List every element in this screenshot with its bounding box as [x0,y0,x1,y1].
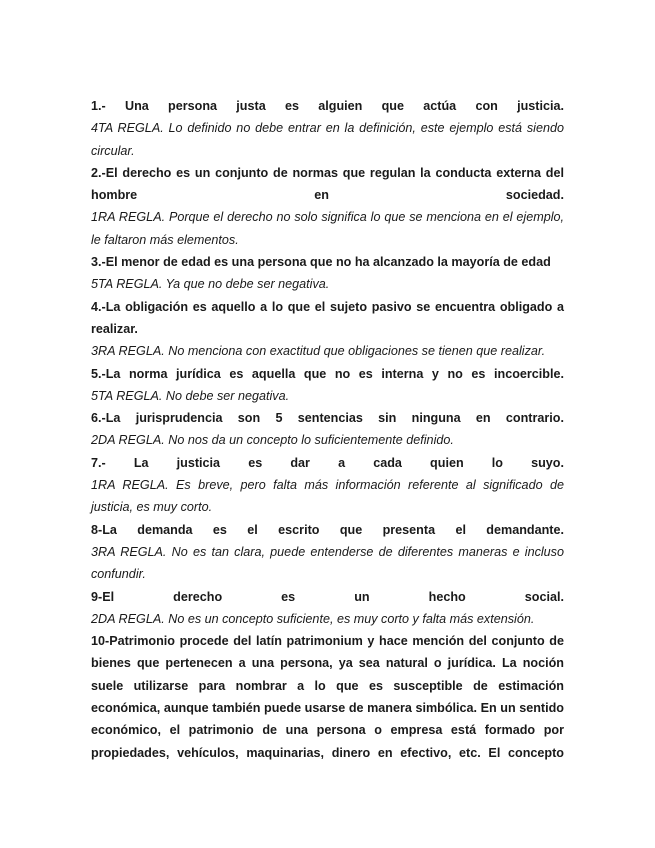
statement-4: 4.-La obligación es aquello a lo que el sujeto pasivo se encuentra obligado a realizar. [91,299,564,336]
rule-note-5: 5TA REGLA. No debe ser negativa. [91,388,290,403]
final-paragraph: 10-Patrimonio procede del latín patrimonium y hace mención del conjunto de bienes que pertenecen a una persona, ya sea natural o jurídica. La noción suele utilizarse para nombrar a lo que es susceptible de estimación económica, aunque también puede usarse de manera simbólica. En un sentido económico, el patrimonio de una persona o empresa está formado por propiedades, vehículos, maquinarias, dinero en efectivo, etc. El concepto [91,634,564,760]
rule-note-7: 1RA REGLA. Es breve, pero falta más información referente al significado de justicia, es muy corto. [91,478,564,515]
statement-7: 7.- La justicia es dar a cada quien lo suyo. [91,455,564,470]
rule-note-9: 2DA REGLA. No es un concepto suficiente, es muy corto y falta más extensión. [91,611,535,626]
statement-6: 6.-La jurisprudencia son 5 sentencias sin ninguna en contrario. [91,411,564,426]
statement-5: 5.-La norma jurídica es aquella que no es interna y no es incoercible. [91,366,564,381]
rule-note-8: 3RA REGLA. No es tan clara, puede entenderse de diferentes maneras e incluso confundir. [91,544,564,582]
rule-note-3: 5TA REGLA. Ya que no debe ser negativa. [91,277,330,292]
rule-note-1: 4TA REGLA. Lo definido no debe entrar en la definición, este ejemplo está siendo circular. [91,121,564,158]
statement-1: 1.- Una persona justa es alguien que actúa con justicia. [91,99,564,113]
document-page [91,95,564,764]
statement-3: 3.-El menor de edad es una persona que no ha alcanzado la mayoría de edad [91,255,551,270]
rule-note-4: 3RA REGLA. No menciona con exactitud que obligaciones se tienen que realizar. [91,344,546,359]
statement-2: 2.-El derecho es un conjunto de normas que regulan la conducta externa del hombre en sociedad. [91,165,564,203]
rule-note-2: 1RA REGLA. Porque el derecho no solo significa lo que se menciona en el ejemplo, le faltaron más elementos. [91,210,564,247]
rule-note-6: 2DA REGLA. No nos da un concepto lo suficientemente definido. [91,433,454,448]
statement-8: 8-La demanda es el escrito que presenta el demandante. [91,522,564,537]
statement-9: 9-El derecho es un hecho social. [91,589,564,604]
